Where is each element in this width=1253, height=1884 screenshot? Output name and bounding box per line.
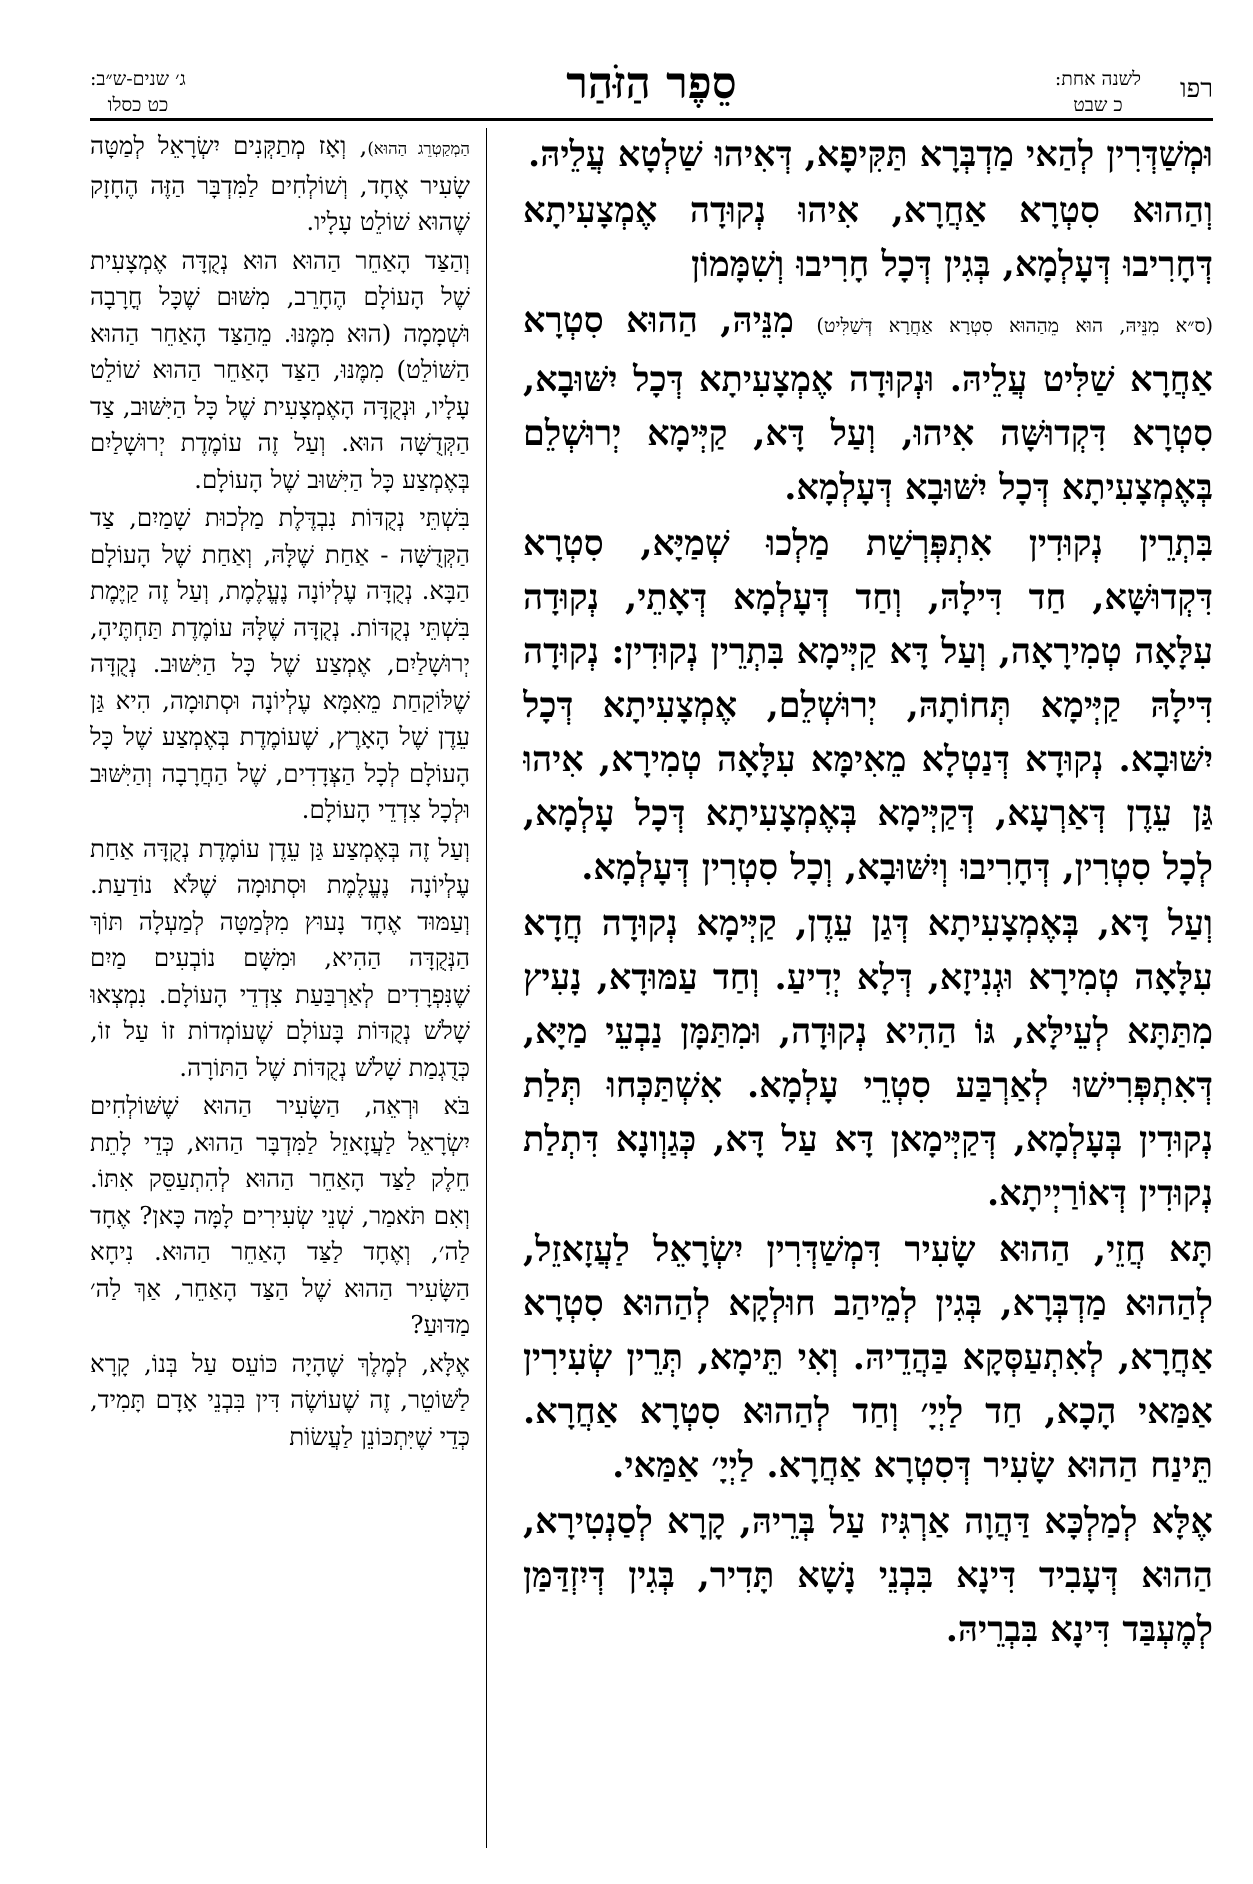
- variant-reading: הַמְקַטְרֵג הַהוּא): [367, 139, 470, 158]
- aramaic-text-column: [523, 128, 1213, 1848]
- schedule-label: לשנה אחת:: [1054, 68, 1141, 90]
- main-paragraph: בִּתְרֵין נְקוּדִין אִתְפְּרְשַׁת מַלְכוּ שְׁמַיָּא, סִטְרָא דִּקְדוּשָּׁא, חַד דִּילָהּ, וְחַד דְּעָלְמָא דְּאָתֵי, נְקוּדָה עִלָּאָה טְמִירָאָה, וְעַל דָּא קַיְּימָא בִּתְרֵין נְקוּדִין: נְקוּדָה דִּילָהּ קַיְּימָא תְּחוֹתָהּ, יְרוּשְׁלֵם, אֶמְצָעִיתָא דְּכָל יִשּׁוּבָא. נְקוּדָא דְּנַטְלָא מֵאִימָּא עִלָּאָה טְמִירָא, אִיהוּ גַּן עֵדֶן דְּאַרְעָא, דְּקַיְּימָא בְּאֶמְצָעִיתָא דְּכָל עָלְמָא, לְכָל סִטְרִין, דְּחָרִיבוּ וְיִשּׁוּבָא, וְכָל סִטְרִין דְּעָלְמָא.: [523, 523, 1213, 888]
- page-number: רפו: [1179, 74, 1213, 104]
- side-paragraph: הַמְקַטְרֵג הַהוּא), וְאָז מְתַקְּנִים יִשְׂרָאֵל לְמַטָּה שָׂעִיר אֶחָד, וְשׁוֹלְחִים לַמִּדְבָּר הַזֶּה הֶחָזָק שֶׁהוּא שׁוֹלֵט עָלָיו.: [90, 131, 470, 236]
- side-paragraph: וְהַצַּד הָאַחֵר הַהוּא הוּא נְקֻדָּה אֶמְצָעִית שֶׁל הָעוֹלָם הֶחָרֵב, מִשּׁוּם שֶׁכָּל חֳרָבָה וּשְׁמָמָה (הוּא מִמֶּנּוּ. מֵהַצַּד הָאַחֵר הַהוּא הַשּׁוֹלֵט) מִמֶּנּוּ, הַצַּד הָאַחֵר הַהוּא שׁוֹלֵט עָלָיו, וּנְקֻדָּה הָאֶמְצָעִית שֶׁל כָּל הַיִּשּׁוּב, צַד הַקְּדֻשָּׁה הוּא. וְעַל זֶה עוֹמֶדֶת יְרוּשָׁלַיִם בְּאֶמְצַע כָּל הַיִּשּׁוּב שֶׁל הָעוֹלָם.: [90, 245, 470, 494]
- main-paragraph: וְעַל דָּא, בְּאֶמְצָעִיתָא דְּגַן עֵדֶן, קַיְּימָא נְקוּדָה חֲדָא עִלָּאָה טְמִירָא וּגְנִיזָא, דְּלָא יְדִיעַ. וְחַד עַמּוּדָא, נָעִיץ מִתַּתָּא לְעֵילָּא, גּוֹ הַהִיא נְקוּדָה, וּמִתַּמָּן נַבְעֵי מַיָּא, דְּאִתְפְּרִישׁוּ לְאַרְבַּע סִטְרֵי עָלְמָא. אִשְׁתַּכְּחוּ תְּלַת נְקוּדִין בְּעָלְמָא, דְּקַיְּימָאן דָּא עַל דָּא, כְּגַוְונָא דִּתְלַת נְקוּדִין דְּאוֹרַיְיתָא.: [523, 903, 1213, 1214]
- main-paragraph: אֶלָּא לְמַלְכָּא דַּהֲוָה אַרְגִּיז עַל בְּרֵיהּ, קָרָא לְסַנְטִירָא, הַהוּא דְּעָבִיד דִּינָא בִּבְנֵי נָשָׁא תָּדִיר, בְּגִין דְּיִזְדַּמַּן לְמֶעְבַּד דִּינָא בִּבְרֵיהּ.: [523, 1501, 1213, 1650]
- side-paragraph: בֹּא וּרְאֵה, הַשָּׂעִיר הַהוּא שֶׁשּׁוֹלְחִים יִשְׂרָאֵל לַעֲזָאזֵל לַמִּדְבָּר הַהוּא, כְּדֵי לָתֵת חֵלֶק לַצַּד הָאַחֵר הַהוּא לְהִתְעַסֵּק אִתּוֹ. וְאִם תֹּאמַר, שְׁנֵי שְׂעִירִים לָמָּה כָּאן? אֶחָד לַה׳, וְאֶחָד לַצַּד הָאַחֵר הַהוּא. נִיחָא הַשָּׂעִיר הַהוּא שֶׁל הַצַּד הָאַחֵר, אַךְ לַה׳ מַדּוּעַ?: [90, 1091, 470, 1339]
- side-paragraph: אֶלָּא, לְמֶלֶךְ שֶׁהָיָה כּוֹעֵס עַל בְּנוֹ, קָרָא לַשּׁוֹטֵר, זֶה שֶׁעוֹשֶׂה דִּין בִּבְנֵי אָדָם תָּמִיד, כְּדֵי שֶׁיִּתְכּוֹנֵן לַעֲשׂוֹת: [90, 1348, 470, 1451]
- page-header: [90, 56, 1213, 116]
- hebrew-translation-column: [90, 128, 470, 1848]
- column-divider: [486, 128, 487, 1848]
- main-paragraph: תָּא חֲזֵי, הַהוּא שָׂעִיר דִּמְשַׁדְּרִין יִשְׂרָאֵל לַעֲזָאזֵל, לְהַהוּא מַדְבְּרָא, בְּגִין לְמֵיהַב חוּלְקָא לְהַהוּא סִטְרָא אַחֲרָא, לְאִתְעַסְּקָא בַּהֲדֵיהּ. וְאִי תֵּימָא, תְּרֵין שְׂעִירִין אַמַּאי הָכָא, חַד לַיְיָ׳ וְחַד לְהַהוּא סִטְרָא אַחֲרָא. תֵּינַח הַהוּא שָׂעִיר דְּסִטְרָא אַחֲרָא. לַיְיָ׳ אַמַּאי.: [523, 1229, 1213, 1486]
- main-paragraph: וּמְשַׁדְּרִין לְהַאי מַדְבְּרָא תַּקִּיפָא, דְּאִיהוּ שַׁלְטָא עֲלֵיהּ.: [528, 134, 1213, 175]
- main-paragraph: (ס״א מִנֵּיהּ, הוּא מֵהַהוּא סִטְרָא אַחֲרָא דְּשַׁלִּיט) מִנֵּיהּ, הַהוּא סִטְרָא אַחֲרָא שַׁלִּיט עֲלֵיהּ. וּנְקוּדָה אֶמְצָעִיתָא דְּכָל יִשּׁוּבָא, סִטְרָא דִּקְדוּשָּׁה אִיהוּ, וְעַל דָּא, קַיְּימָא יְרוּשְׁלֵם בְּאֶמְצָעִיתָא דְּכָל יִשּׁוּבָא דְּעָלְמָא.: [523, 300, 1213, 508]
- schedule-date: כ שבט: [1073, 94, 1123, 116]
- variant-reading: (ס״א מִנֵּיהּ, הוּא מֵהַהוּא סִטְרָא אַחֲרָא דְּשַׁלִּיט): [816, 314, 1213, 337]
- header-rule: [90, 118, 1213, 121]
- study-schedule-three-years: [90, 66, 186, 118]
- schedule-date: כט כסלו: [107, 94, 169, 116]
- schedule-label: ג׳ שנים-ש״ב:: [90, 68, 186, 90]
- main-paragraph: וְהַהוּא סִטְרָא אַחֲרָא, אִיהוּ נְקוּדָה אֶמְצָעִיתָא דְּחָרִיבוּ דְּעָלְמָא, בְּגִין דְּכָל חָרִיבוּ וְשִׁמָּמוֹן: [523, 190, 1213, 285]
- side-paragraph: בִּשְׁתֵּי נְקֻדּוֹת נִבְדֶּלֶת מַלְכוּת שָׁמַיִם, צַד הַקְּדֻשָּׁה - אַחַת שֶׁלָּהּ, וְאַחַת שֶׁל הָעוֹלָם הַבָּא. נְקֻדָּה עֶלְיוֹנָה נֶעֱלֶמֶת, וְעַל זֶה קַיֶּמֶת בִּשְׁתֵּי נְקֻדּוֹת. נְקֻדָּה שֶׁלָּהּ עוֹמֶדֶת תַּחְתֶּיהָ, יְרוּשָׁלַיִם, אֶמְצַע שֶׁל כָּל הַיִּשּׁוּב. נְקֻדָּה שֶׁלּוֹקַחַת מֵאִמָּא עֶלְיוֹנָה וּסְתוּמָה, הִיא גַּן עֵדֶן שֶׁל הָאָרֶץ, שֶׁעוֹמֶדֶת בְּאֶמְצַע שֶׁל כָּל הָעוֹלָם לְכָל הַצְּדָדִים, שֶׁל הַחֲרָבָה וְהַיִּשּׁוּב וּלְכָל צִדְדֵי הָעוֹלָם.: [90, 503, 470, 824]
- side-paragraph: וְעַל זֶה בְּאֶמְצַע גַּן עֵדֶן עוֹמֶדֶת נְקֻדָּה אַחַת עֶלְיוֹנָה נֶעֱלֶמֶת וּסְתוּמָה שֶׁלֹּא נוֹדַעַת. וְעַמּוּד אֶחָד נָעוּץ מִלְּמַטָּה לְמַעְלָה תּוֹךְ הַנְּקֻדָּה הַהִיא, וּמִשָּׁם נוֹבְעִים מַיִם שֶׁנִּפְרָדִים לְאַרְבַּעַת צִדְדֵי הָעוֹלָם. נִמְצְאוּ שָׁלֹשׁ נְקֻדּוֹת בָּעוֹלָם שֶׁעוֹמְדוֹת זוֹ עַל זוֹ, כְּדֻגְמַת שָׁלֹשׁ נְקֻדּוֹת שֶׁל הַתּוֹרָה.: [90, 833, 470, 1082]
- book-title: סֵפֶר הַזֹּהַר: [566, 58, 737, 109]
